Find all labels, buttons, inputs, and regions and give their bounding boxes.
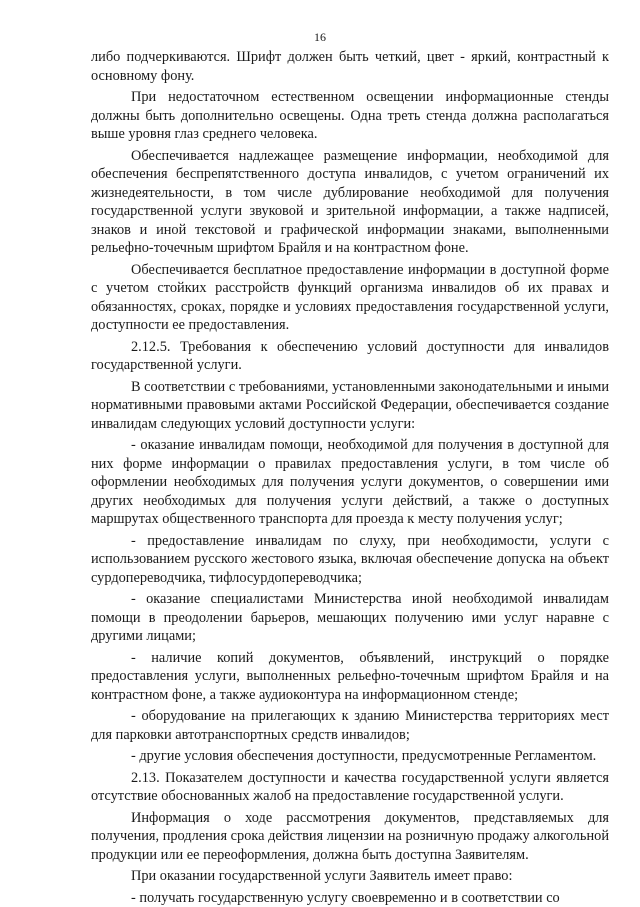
paragraph: При оказании государственной услуги Заявитель имеет право: bbox=[91, 867, 609, 886]
paragraph: Информация о ходе рассмотрения документов, представляемых для получения, продления срока действия лицензии на розничную продажу алкогольной продукции или ее переоформления, должна быть доступна Заявителям. bbox=[91, 809, 609, 865]
list-item: - получать государственную услугу своевременно и в соответствии со bbox=[91, 889, 609, 907]
section-heading: 2.12.5. Требования к обеспечению условий доступности для инвалидов государственной услуги. bbox=[91, 338, 609, 375]
list-item: - оказание специалистами Министерства иной необходимой инвалидам помощи в преодолении барьеров, мешающих получению ими услуг наравне с другими лицами; bbox=[91, 590, 609, 646]
paragraph: Обеспечивается надлежащее размещение информации, необходимой для обеспечения беспрепятственного доступа инвалидов, с учетом ограничений их жизнедеятельности, в том числе дублирование необходимой для получения государственной услуги звуковой и зрительной информации, а также надписей, знаков и иной текстовой и графической информации знаками, выполненными рельефно-точечным шрифтом Брайля и на контрастном фоне. bbox=[91, 147, 609, 258]
list-item: - другие условия обеспечения доступности, предусмотренные Регламентом. bbox=[91, 747, 609, 766]
list-item: - предоставление инвалидам по слуху, при необходимости, услуги с использованием русского жестового языка, включая обеспечение допуска на объект сурдопереводчика, тифлосурдопереводчика; bbox=[91, 532, 609, 588]
page-body bbox=[91, 48, 609, 907]
section-heading: 2.13. Показателем доступности и качества государственной услуги является отсутствие обоснованных жалоб на предоставление государственной услуги. bbox=[91, 769, 609, 806]
paragraph: В соответствии с требованиями, установленными законодательными и иными нормативными правовыми актами Российской Федерации, обеспечивается создание инвалидам следующих условий доступности услуги: bbox=[91, 378, 609, 434]
list-item: - наличие копий документов, объявлений, инструкций о порядке предоставления услуги, выполненных рельефно-точечным шрифтом Брайля и на контрастном фоне, а также аудиоконтура на информационном стенде; bbox=[91, 649, 609, 705]
paragraph: либо подчеркиваются. Шрифт должен быть четкий, цвет - яркий, контрастный к основному фону. bbox=[91, 48, 609, 85]
paragraph: При недостаточном естественном освещении информационные стенды должны быть дополнительно освещены. Одна треть стенда должна располагаться выше уровня глаз среднего человека. bbox=[91, 88, 609, 144]
page-number: 16 bbox=[0, 30, 640, 45]
list-item: - оборудование на прилегающих к зданию Министерства территориях мест для парковки автотранспортных средств инвалидов; bbox=[91, 707, 609, 744]
paragraph: Обеспечивается бесплатное предоставление информации в доступной форме с учетом стойких расстройств функций организма инвалидов об их правах и обязанностях, сроках, порядке и условиях предоставления государственной услуги, доступности ее предоставления. bbox=[91, 261, 609, 335]
list-item: - оказание инвалидам помощи, необходимой для получения в доступной для них форме информации о правилах предоставления услуги, в том числе об оформлении необходимых для получения услуги документов, о совершении ими других необходимых для получения услуги действий, а также о доступных маршрутах общественного транспорта для проезда к месту получения услуг; bbox=[91, 436, 609, 529]
